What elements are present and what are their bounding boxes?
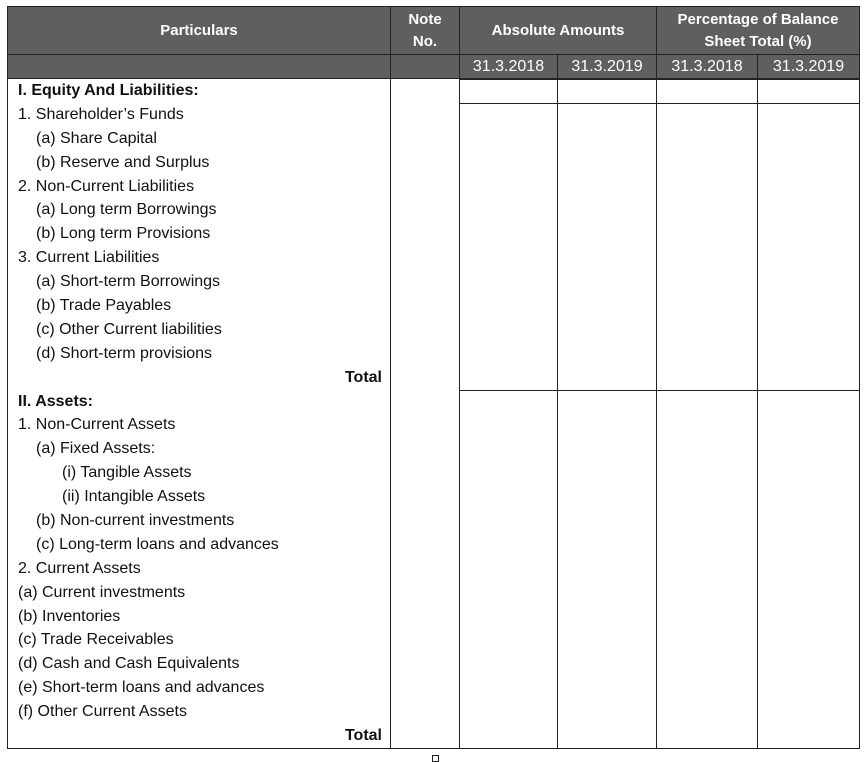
line-item: (a) Short-term Borrowings xyxy=(36,273,221,291)
line-item: (a) Fixed Assets: xyxy=(36,440,156,458)
line-item: 1. Shareholder’s Funds xyxy=(18,105,184,123)
line-item: (a) Share Capital xyxy=(36,129,157,147)
line-item: (f) Other Current Assets xyxy=(18,703,187,721)
pct-2019-cell[interactable] xyxy=(758,79,860,390)
abs-2018-cell[interactable] xyxy=(460,390,558,749)
line-item: 2. Non-Current Liabilities xyxy=(18,177,195,195)
abs-2019-cell[interactable] xyxy=(558,79,657,390)
abs-2019-cell[interactable] xyxy=(558,390,657,749)
line-item: (a) Current investments xyxy=(18,583,186,601)
total-abs-2019-cell[interactable] xyxy=(558,390,656,414)
total-pct-2019-cell[interactable] xyxy=(758,79,859,104)
pct-2018-cell[interactable] xyxy=(657,79,758,390)
total-abs-2018-cell[interactable] xyxy=(460,79,557,104)
line-item: (c) Trade Receivables xyxy=(18,631,174,649)
line-item: (b) Non-current investments xyxy=(36,512,235,530)
particulars-cell xyxy=(8,390,391,749)
line-item: (ii) Intangible Assets xyxy=(62,488,206,506)
total-abs-2018-cell[interactable] xyxy=(460,390,557,414)
header-note-no: Note No. xyxy=(391,7,460,55)
header-row xyxy=(8,7,860,55)
header-particulars-blank xyxy=(8,55,391,79)
section-title: I. Equity And Liabilities: xyxy=(18,82,199,99)
particulars-cell xyxy=(8,79,391,390)
line-item: 3. Current Liabilities xyxy=(18,249,160,267)
header-particulars: Particulars xyxy=(8,7,391,55)
header-date-pct-2018: 31.3.2018 xyxy=(657,55,758,79)
total-pct-2019-cell[interactable] xyxy=(758,390,859,414)
header-note-blank xyxy=(391,55,460,79)
header-absolute-amounts: Absolute Amounts xyxy=(460,7,657,55)
pct-2018-cell[interactable] xyxy=(657,390,758,749)
header-percentage: Percentage of Balance Sheet Total (%) xyxy=(657,7,860,55)
total-pct-2018-cell[interactable] xyxy=(657,79,757,104)
line-item: (d) Cash and Cash Equivalents xyxy=(18,655,240,673)
section-assets xyxy=(8,390,860,749)
line-item: (e) Short-term loans and advances xyxy=(18,679,265,697)
balance-sheet-table xyxy=(7,6,860,749)
line-item: (b) Long term Provisions xyxy=(36,225,211,243)
line-item: (b) Reserve and Surplus xyxy=(36,153,210,171)
line-item: 1. Non-Current Assets xyxy=(18,416,176,434)
header-date-abs-2018: 31.3.2018 xyxy=(460,55,558,79)
line-item: (d) Short-term provisions xyxy=(36,344,213,362)
section-equity-liabilities xyxy=(8,79,860,390)
header-date-abs-2019: 31.3.2019 xyxy=(558,55,657,79)
pct-2019-cell[interactable] xyxy=(758,390,860,749)
small-square-marker xyxy=(432,755,439,762)
section-title: II. Assets: xyxy=(18,392,93,410)
date-header-row xyxy=(8,55,860,79)
header-date-pct-2019: 31.3.2019 xyxy=(758,55,860,79)
line-item: (c) Long-term loans and advances xyxy=(36,535,279,553)
total-pct-2018-cell[interactable] xyxy=(657,390,757,414)
line-item: (a) Long term Borrowings xyxy=(36,201,217,219)
line-item: (b) Inventories xyxy=(18,607,121,625)
line-item: (c) Other Current liabilities xyxy=(36,320,222,338)
abs-2018-cell[interactable] xyxy=(460,79,558,390)
line-item: (b) Trade Payables xyxy=(36,297,172,315)
line-item: (i) Tangible Assets xyxy=(62,464,192,482)
note-cell[interactable] xyxy=(391,79,460,390)
total-label: Total xyxy=(344,368,382,386)
total-label: Total xyxy=(344,727,382,745)
line-item: 2. Current Assets xyxy=(18,559,141,577)
note-cell[interactable] xyxy=(391,390,460,749)
total-abs-2019-cell[interactable] xyxy=(558,79,656,104)
